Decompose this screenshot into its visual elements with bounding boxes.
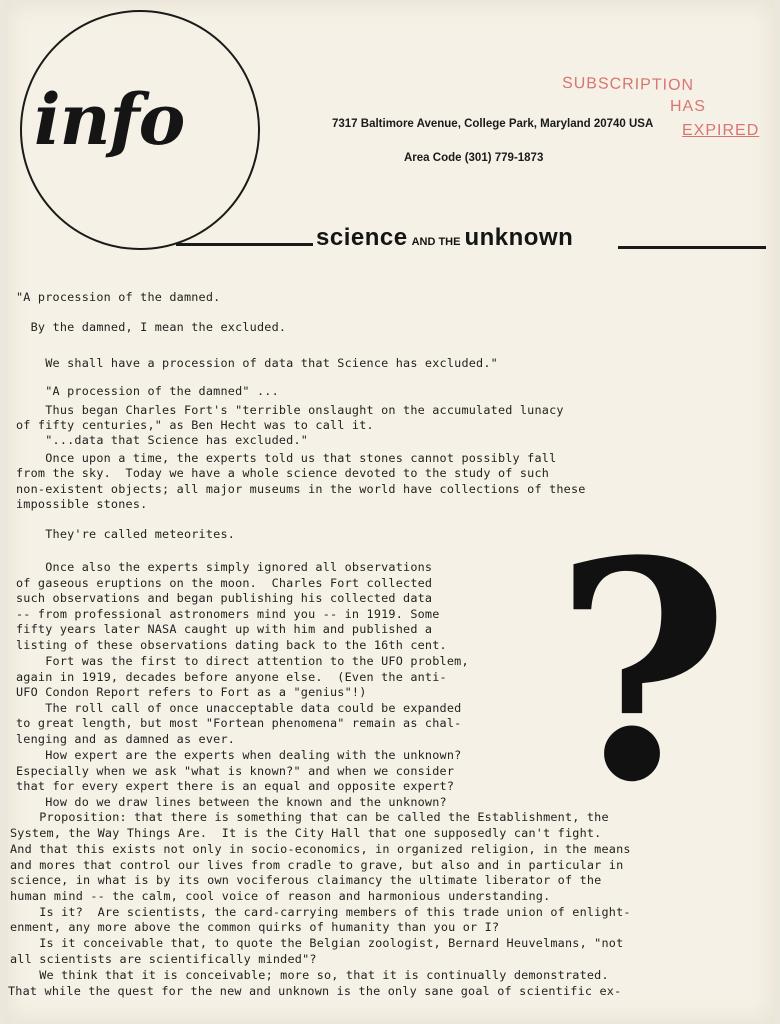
letterhead-page (6, 2, 774, 1022)
body-line: Is it conceivable that, to quote the Belgian zoologist, Bernard Heuvelmans, "not (10, 936, 624, 950)
body-line: Once upon a time, the experts told us that stones cannot possibly fall (16, 451, 557, 465)
body-line: How expert are the experts when dealing with the unknown? (16, 748, 462, 762)
body-line: listing of these observations dating back to the 16th cent. (16, 638, 447, 652)
body-line: They're called meteorites. (16, 527, 236, 541)
body-line: impossible stones. (16, 497, 148, 511)
body-line: Thus began Charles Fort's "terrible onslaught on the accumulated lunacy (16, 403, 564, 417)
body-line: And that this exists not only in socio-economics, in organized religion, in the means (10, 842, 631, 856)
tagline-rule-left (176, 243, 313, 246)
body-line: that for every expert there is an equal and opposite expert? (16, 779, 455, 793)
body-line: from the sky. Today we have a whole science devoted to the study of such (16, 466, 550, 480)
body-line: of gaseous eruptions on the moon. Charles Fort collected (16, 576, 433, 590)
body-line: fifty years later NASA caught up with him and published a (16, 622, 433, 636)
body-line: science, in what is by its own vociferous claimancy the ultimate liberator of the (10, 873, 602, 887)
phone-number: Area Code (301) 779-1873 (404, 152, 544, 164)
body-line: How do we draw lines between the known and the unknown? (16, 795, 447, 809)
body-line: all scientists are scientifically minded"? (10, 952, 317, 966)
body-line: -- from professional astronomers mind you -- in 1919. Some (16, 607, 440, 621)
stamp-subscription: SUBSCRIPTION (561, 74, 695, 95)
body-line: Is it? Are scientists, the card-carrying members of this trade union of enlight- (10, 905, 631, 919)
tagline (316, 224, 573, 252)
body-line: again in 1919, decades before anyone else. (Even the anti- (16, 670, 447, 684)
logo-text: info (34, 78, 185, 161)
body-line: human mind -- the calm, cool voice of reason and harmonious understanding. (10, 889, 551, 903)
body-line: We think that it is conceivable; more so, that it is continually demonstrated. (10, 968, 609, 982)
question-mark-graphic: ? (554, 495, 730, 848)
stamp-has: HAS (670, 98, 706, 115)
body-line: Especially when we ask "what is known?" and when we consider (16, 764, 455, 778)
body-line: UFO Condon Report refers to Fort as a "genius"!) (16, 685, 367, 699)
body-line: Once also the experts simply ignored all observations (16, 560, 433, 574)
tagline-unknown: unknown (464, 224, 574, 251)
body-line: to great length, but most "Fortean phenomena" remain as chal- (16, 716, 462, 730)
body-line: System, the Way Things Are. It is the City Hall that one supposedly can't fight. (10, 826, 602, 840)
body-line: "A procession of the damned" ... (16, 384, 279, 398)
tagline-and-the: AND THE (411, 236, 461, 248)
body-line: lenging and as damned as ever. (16, 732, 236, 746)
body-line: We shall have a procession of data that Science has excluded." (16, 356, 498, 370)
body-line: of fifty centuries," as Ben Hecht was to call it. (16, 418, 374, 432)
body-line: Fort was the first to direct attention to the UFO problem, (16, 654, 469, 668)
body-line: such observations and began publishing his collected data (16, 591, 433, 605)
body-line: By the damned, I mean the excluded. (16, 320, 287, 334)
body-line: Proposition: that there is something that can be called the Establishment, the (10, 810, 609, 824)
body-line: and mores that control our lives from cradle to grave, but also and in particular in (10, 858, 624, 872)
body-line: That while the quest for the new and unknown is the only sane goal of scientific ex- (8, 984, 622, 998)
body-line: The roll call of once unacceptable data could be expanded (16, 701, 462, 715)
body-line: enment, any more above the common quirks of humanity than you or I? (10, 920, 500, 934)
stamp-expired: EXPIRED (682, 122, 760, 139)
body-line: "...data that Science has excluded." (16, 433, 309, 447)
tagline-science: science (316, 224, 408, 251)
address: 7317 Baltimore Avenue, College Park, Maryland 20740 USA (332, 118, 654, 130)
body-line: non-existent objects; all major museums in the world have collections of these (16, 482, 586, 496)
body-line: "A procession of the damned. (16, 290, 221, 304)
tagline-rule-right (618, 246, 766, 249)
